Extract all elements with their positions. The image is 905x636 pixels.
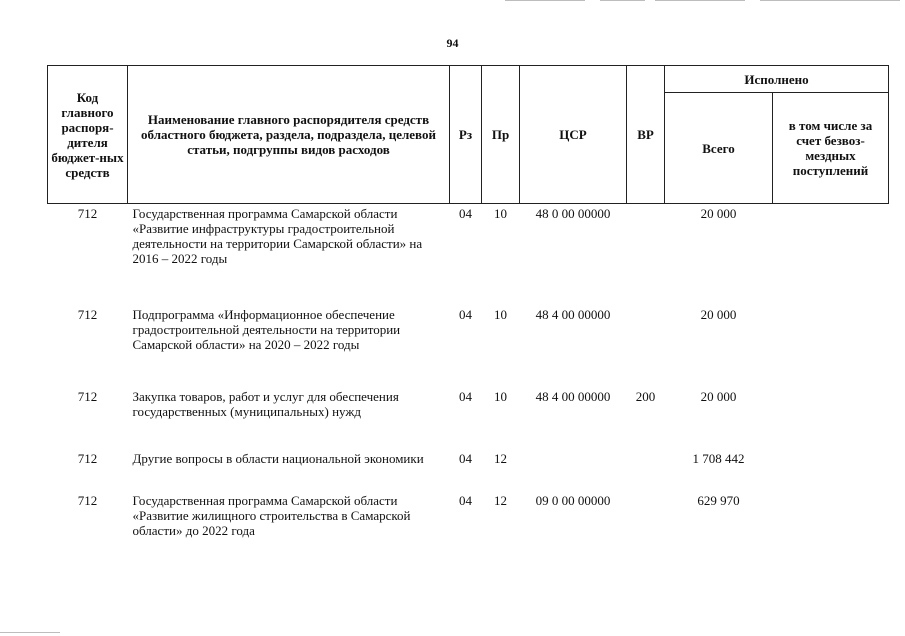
table-header (48, 66, 889, 204)
row-free (773, 204, 889, 306)
row-rz: 04 (459, 206, 472, 221)
header-code: Код главного распоря-дителя бюджет-ных средств (48, 66, 128, 204)
row-pr: 10 (494, 206, 507, 221)
row-csr: 48 4 00 00000 (535, 389, 611, 404)
row-name: Другие вопросы в области национальной экономики (132, 451, 424, 466)
scan-artifact (505, 0, 585, 1)
row-code: 712 (77, 206, 98, 221)
row-free (773, 491, 889, 553)
row-vr (627, 305, 665, 387)
row-name: Государственная программа Самарской области «Развитие инфраструктуры градостроительной деятельности на территории Самарской области» на 2016 – 2022 годы (132, 206, 423, 266)
row-rz: 04 (459, 389, 472, 404)
header-rz: Рз (450, 66, 482, 204)
row-csr: 09 0 00 00000 (535, 493, 611, 508)
row-free (773, 449, 889, 491)
row-csr: 48 0 00 00000 (535, 206, 611, 221)
row-pr: 12 (494, 451, 507, 466)
row-code: 712 (77, 307, 98, 322)
row-vr: 200 (635, 389, 656, 404)
row-rz: 04 (459, 451, 472, 466)
row-pr: 10 (494, 307, 507, 322)
row-vr (627, 204, 665, 306)
scan-artifact (0, 632, 60, 633)
table-row (48, 491, 889, 553)
header-vr: ВР (627, 66, 665, 204)
header-executed: Исполнено (665, 66, 889, 93)
row-csr: 48 4 00 00000 (535, 307, 611, 322)
row-pr: 12 (494, 493, 507, 508)
table-row (48, 449, 889, 491)
budget-table (47, 65, 889, 553)
header-csr: ЦСР (520, 66, 627, 204)
row-code: 712 (77, 451, 98, 466)
row-free (773, 387, 889, 449)
row-name: Закупка товаров, работ и услуг для обеспечения государственных (муниципальных) нужд (132, 389, 399, 419)
header-pr: Пр (482, 66, 520, 204)
table-row (48, 204, 889, 306)
scan-artifact (600, 0, 645, 1)
row-free (773, 305, 889, 387)
scan-artifact (760, 0, 900, 1)
scan-artifact (655, 0, 745, 1)
table-row (48, 305, 889, 387)
row-vr (627, 491, 665, 553)
row-rz: 04 (459, 307, 472, 322)
row-total: 20 000 (700, 206, 737, 221)
row-code: 712 (77, 493, 98, 508)
row-csr (520, 449, 627, 491)
page-number: 94 (446, 36, 459, 50)
header-free: в том числе за счет безвоз-мездных поступлений (773, 93, 889, 204)
table-body (48, 204, 889, 554)
row-total: 629 970 (697, 493, 740, 508)
row-code: 712 (77, 389, 98, 404)
table-row (48, 387, 889, 449)
row-vr (627, 449, 665, 491)
row-pr: 10 (494, 389, 507, 404)
header-name: Наименование главного распорядителя средств областного бюджета, раздела, подраздела, целевой статьи, подгруппы видов расходов (128, 66, 450, 204)
row-name: Подпрограмма «Информационное обеспечение градостроительной деятельности на территории Самарской области» на 2020 – 2022 годы (132, 307, 401, 352)
row-rz: 04 (459, 493, 472, 508)
row-total: 1 708 442 (692, 451, 745, 466)
row-total: 20 000 (700, 307, 737, 322)
row-name: Государственная программа Самарской области «Развитие жилищного строительства в Самарской области» до 2022 года (132, 493, 411, 538)
row-total: 20 000 (700, 389, 737, 404)
header-total: Всего (665, 93, 773, 204)
